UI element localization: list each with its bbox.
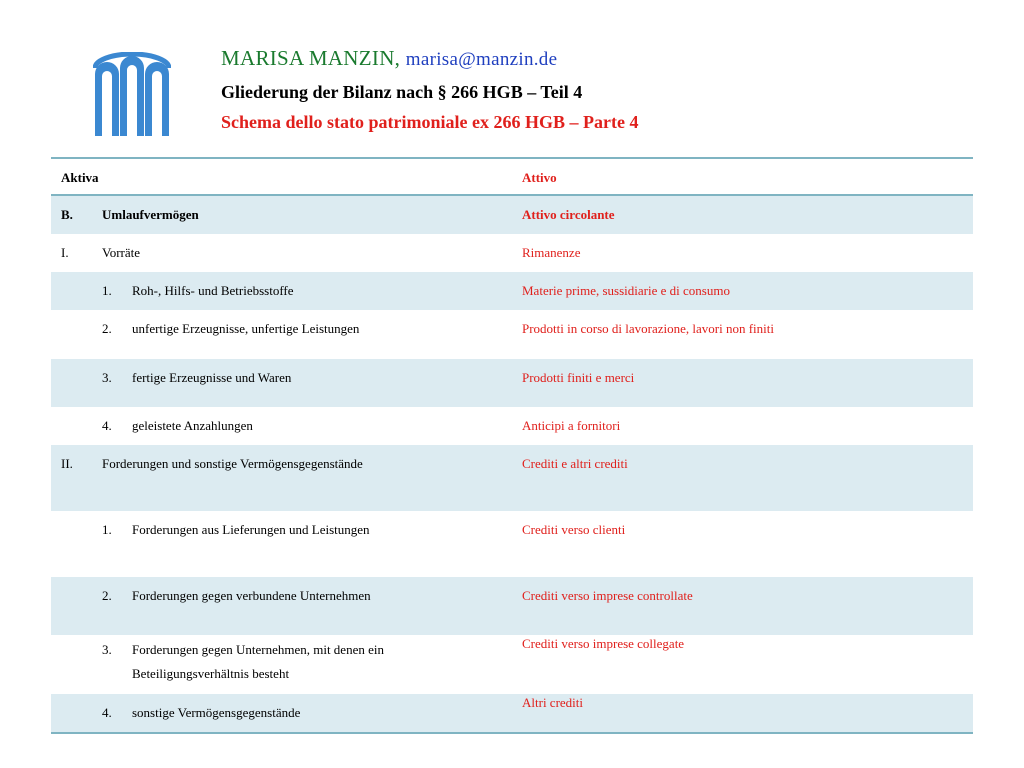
row-label-de xyxy=(102,701,482,725)
header-aktiva: Aktiva xyxy=(61,170,99,185)
title-italian: Schema dello stato patrimoniale ex 266 HGB – Parte 4 xyxy=(221,112,639,132)
row-label-it: Attivo circolante xyxy=(522,207,615,222)
table-header-row xyxy=(51,159,973,196)
row-text-de: unfertige Erzeugnisse, unfertige Leistungen xyxy=(132,321,360,336)
row-text-de: geleistete Anzahlungen xyxy=(132,418,253,433)
row-label-de: Forderungen und sonstige Vermögensgegenstände xyxy=(102,456,363,471)
row-subnumber: 1. xyxy=(102,522,112,537)
row-label-de xyxy=(102,414,482,438)
row-text-de: Forderungen gegen Unternehmen, mit denen ein Beteiligungsverhältnis besteht xyxy=(132,642,384,681)
table-row xyxy=(51,511,973,577)
row-label-it: Prodotti in corso di lavorazione, lavori non finiti xyxy=(522,321,775,336)
row-text-de: fertige Erzeugnisse und Waren xyxy=(132,370,292,385)
table-row xyxy=(51,272,973,310)
author-line xyxy=(221,44,638,74)
author-email-link[interactable]: marisa@manzin.de xyxy=(405,49,558,70)
table-row xyxy=(51,635,973,694)
row-label-it: Crediti verso imprese collegate xyxy=(522,636,685,651)
row-label-it: Crediti verso imprese controllate xyxy=(522,588,693,603)
row-label-it: Rimanenze xyxy=(522,245,581,260)
row-subnumber: 4. xyxy=(102,705,112,720)
row-text-de: sonstige Vermögensgegenstände xyxy=(132,705,301,720)
document-header xyxy=(221,44,638,134)
table-row xyxy=(51,310,973,359)
row-subnumber: 2. xyxy=(102,588,112,603)
row-label-de: Vorräte xyxy=(102,245,141,260)
row-number: I. xyxy=(61,245,69,260)
row-subnumber: 1. xyxy=(102,283,112,298)
arches-logo-icon xyxy=(93,52,171,136)
header-attivo: Attivo xyxy=(522,170,557,185)
row-text-de: Forderungen gegen verbundene Unternehmen xyxy=(132,588,371,603)
table-row xyxy=(51,577,973,635)
row-label-it: Crediti verso clienti xyxy=(522,522,626,537)
row-text-de: Forderungen aus Lieferungen und Leistungen xyxy=(132,522,370,537)
row-subnumber: 3. xyxy=(102,370,112,385)
row-number: B. xyxy=(61,207,73,222)
row-subnumber: 4. xyxy=(102,418,112,433)
balance-sheet-table xyxy=(51,157,973,734)
row-label-de: Umlaufvermögen xyxy=(102,207,199,222)
author-name: MARISA MANZIN, xyxy=(221,46,401,70)
row-text-de: Roh-, Hilfs- und Betriebsstoffe xyxy=(132,283,294,298)
row-label-de xyxy=(102,638,482,686)
row-label-de xyxy=(102,317,482,341)
table-row xyxy=(51,196,973,234)
row-label-de xyxy=(102,366,482,390)
table-row xyxy=(51,359,973,407)
table-row xyxy=(51,445,973,511)
table-row xyxy=(51,407,973,445)
row-label-it: Anticipi a fornitori xyxy=(522,418,621,433)
table-row xyxy=(51,234,973,272)
title-german: Gliederung der Bilanz nach § 266 HGB – Teil 4 xyxy=(221,82,583,102)
row-label-it: Materie prime, sussidiarie e di consumo xyxy=(522,283,730,298)
row-label-it: Crediti e altri crediti xyxy=(522,456,628,471)
row-label-it: Altri crediti xyxy=(522,695,584,710)
row-label-de xyxy=(102,518,482,542)
row-label-de xyxy=(102,279,482,303)
row-subnumber: 2. xyxy=(102,321,112,336)
row-label-it: Prodotti finiti e merci xyxy=(522,370,635,385)
table-row xyxy=(51,694,973,732)
row-subnumber: 3. xyxy=(102,642,112,657)
row-label-de xyxy=(102,584,482,608)
row-number: II. xyxy=(61,456,73,471)
